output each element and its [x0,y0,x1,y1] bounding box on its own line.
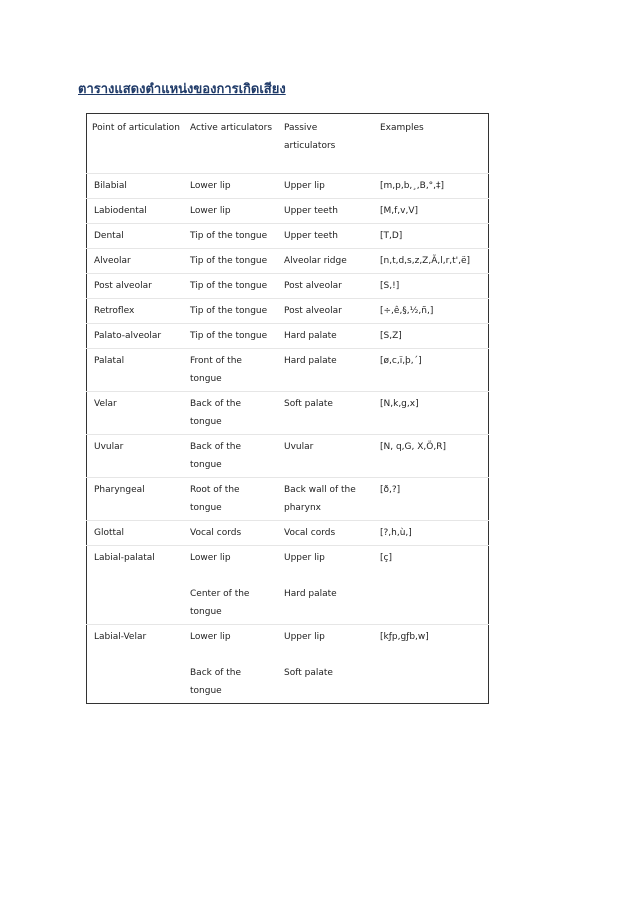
point-of-articulation-cell: Palato-alveolar [87,324,186,349]
passive-articulator-line: Upper lip [284,632,325,642]
table-header-row [87,114,489,174]
passive-articulator-cell [279,299,375,324]
passive-articulator-cell [279,349,375,392]
table-row [87,625,489,704]
active-articulator-line: Tip of the tongue [190,331,268,341]
passive-articulator-cell [279,324,375,349]
passive-articulator-cell [279,546,375,625]
passive-articulator-cell [279,224,375,249]
passive-articulator-line: Alveolar ridge [284,256,347,266]
passive-articulator-line: Uvular [284,442,314,452]
active-articulator-cell [185,199,279,224]
point-of-articulation-cell: Velar [87,392,186,435]
passive-articulator-line: Post alveolar [284,306,342,316]
column-header: Point of articulation [87,114,186,174]
active-articulator-cell [185,521,279,546]
passive-articulator-line: Soft palate [284,668,333,678]
active-articulator-line: Center of the [190,589,250,599]
point-of-articulation-cell: Bilabial [94,181,127,191]
examples-cell: [M,f,v,V] [375,199,489,224]
table-row [87,546,489,625]
table-row [87,349,489,392]
active-articulator-cell [185,224,279,249]
active-articulator-line: Back of the [190,442,242,452]
examples-cell: [S,!] [375,274,489,299]
passive-articulator-line: Upper teeth [284,231,338,241]
examples-cell: [÷,ê,§,½,ñ,] [375,299,489,324]
point-of-articulation-cell: Dental [87,224,186,249]
active-articulator-cell [185,625,279,704]
active-articulator-line: Root of the tongue [190,485,240,513]
passive-articulator-cell [279,521,375,546]
active-articulator-cell [185,349,279,392]
active-articulator-line: Lower lip [190,181,231,191]
passive-articulator-line: Vocal cords [284,528,336,538]
active-articulator-line: Lower lip [190,632,231,642]
active-articulator-line: Tip of the tongue [190,306,268,316]
articulation-table [86,113,489,704]
active-articulator-line: Lower lip [190,553,231,563]
active-articulator-line [190,646,274,664]
passive-articulator-line: Hard palate [284,331,337,341]
active-articulator-cell [185,478,279,521]
passive-articulator-line: Upper lip [284,553,325,563]
active-articulator-line: tongue [190,417,222,427]
active-articulator-line: Front of the [190,356,242,366]
table-row [87,199,489,224]
active-articulator-cell [185,392,279,435]
passive-articulator-line: Back wall of the [284,485,356,495]
point-of-articulation-cell: Labiodental [87,199,186,224]
point-of-articulation-cell: Palatal [87,349,186,392]
passive-articulator-cell [279,174,375,199]
passive-articulator-line [284,567,370,585]
point-of-articulation-cell: Uvular [87,435,186,478]
table-row [87,392,489,435]
point-of-articulation-cell: Labial-Velar [87,625,186,704]
page-title: ตารางแสดงตำแหน่งของการเกิดเสียง [78,82,286,97]
point-of-articulation-cell: Post alveolar [87,274,186,299]
table-row [87,224,489,249]
passive-articulator-line: Hard palate [284,589,337,599]
column-header: Active articulators [185,114,279,174]
passive-articulator-cell [279,249,375,274]
examples-cell: [n,t,d,s,z,Z,Ã,l,r,t',ë] [375,249,489,274]
point-of-articulation-cell: Pharyngeal [87,478,186,521]
active-articulator-cell [185,324,279,349]
active-articulator-line: Back of the [190,668,242,678]
point-of-articulation-cell: Labial-palatal [87,546,186,625]
table-row [87,324,489,349]
examples-cell: [ð,?] [375,478,489,521]
examples-cell: [ç] [375,546,489,625]
active-articulator-cell [185,546,279,625]
passive-articulator-line: Upper lip [284,181,325,191]
passive-articulator-line [284,646,370,664]
active-articulator-line: Tip of the tongue [190,256,268,266]
active-articulator-cell [185,174,279,199]
examples-cell: [N,k,g,x] [375,392,489,435]
point-of-articulation-cell: Glottal [87,521,186,546]
active-articulator-line: Vocal cords [190,528,242,538]
passive-articulator-cell [279,274,375,299]
examples-cell: [S,Z] [375,324,489,349]
table-row [87,478,489,521]
examples-cell: [N, q,G, X,Ö,R] [375,435,489,478]
passive-articulator-line: Post alveolar [284,281,342,291]
active-articulator-line: Lower lip [190,206,231,216]
active-articulator-line: tongue [190,374,222,384]
passive-articulator-cell [279,392,375,435]
active-articulator-line [190,567,274,585]
active-articulator-line: Tip of the tongue [190,281,268,291]
passive-articulator-line: Soft palate [284,399,333,409]
examples-cell: [kƒp,gƒb,w] [375,625,489,704]
passive-articulator-cell [279,435,375,478]
table-row [87,435,489,478]
point-of-articulation-cell: Retroflex [87,299,186,324]
table-row [87,521,489,546]
table-row [87,174,489,199]
active-articulator-line: Back of the [190,399,242,409]
table-row [87,249,489,274]
table-row [87,299,489,324]
active-articulator-line: tongue [190,460,222,470]
examples-cell: [T,D] [375,224,489,249]
passive-articulator-cell [279,625,375,704]
active-articulator-cell [185,435,279,478]
active-articulator-cell [185,274,279,299]
point-of-articulation-cell: Alveolar [87,249,186,274]
active-articulator-cell [185,249,279,274]
passive-articulator-cell [279,199,375,224]
passive-articulator-line: pharynx [284,503,321,513]
column-header: Passive articulators [279,114,375,174]
passive-articulator-line: Upper teeth [284,206,338,216]
active-articulator-line: tongue [190,607,222,617]
table-row [87,274,489,299]
examples-cell: [ø,c,ï,þ,´] [375,349,489,392]
examples-cell: [?,h,ù,] [375,521,489,546]
examples-cell: [m,p,b,¸,B,°,‡] [380,181,445,191]
active-articulator-line: tongue [190,686,222,696]
column-header: Examples [375,114,489,174]
passive-articulator-line: Hard palate [284,356,337,366]
active-articulator-line: Tip of the tongue [190,231,268,241]
active-articulator-cell [185,299,279,324]
passive-articulator-cell [279,478,375,521]
